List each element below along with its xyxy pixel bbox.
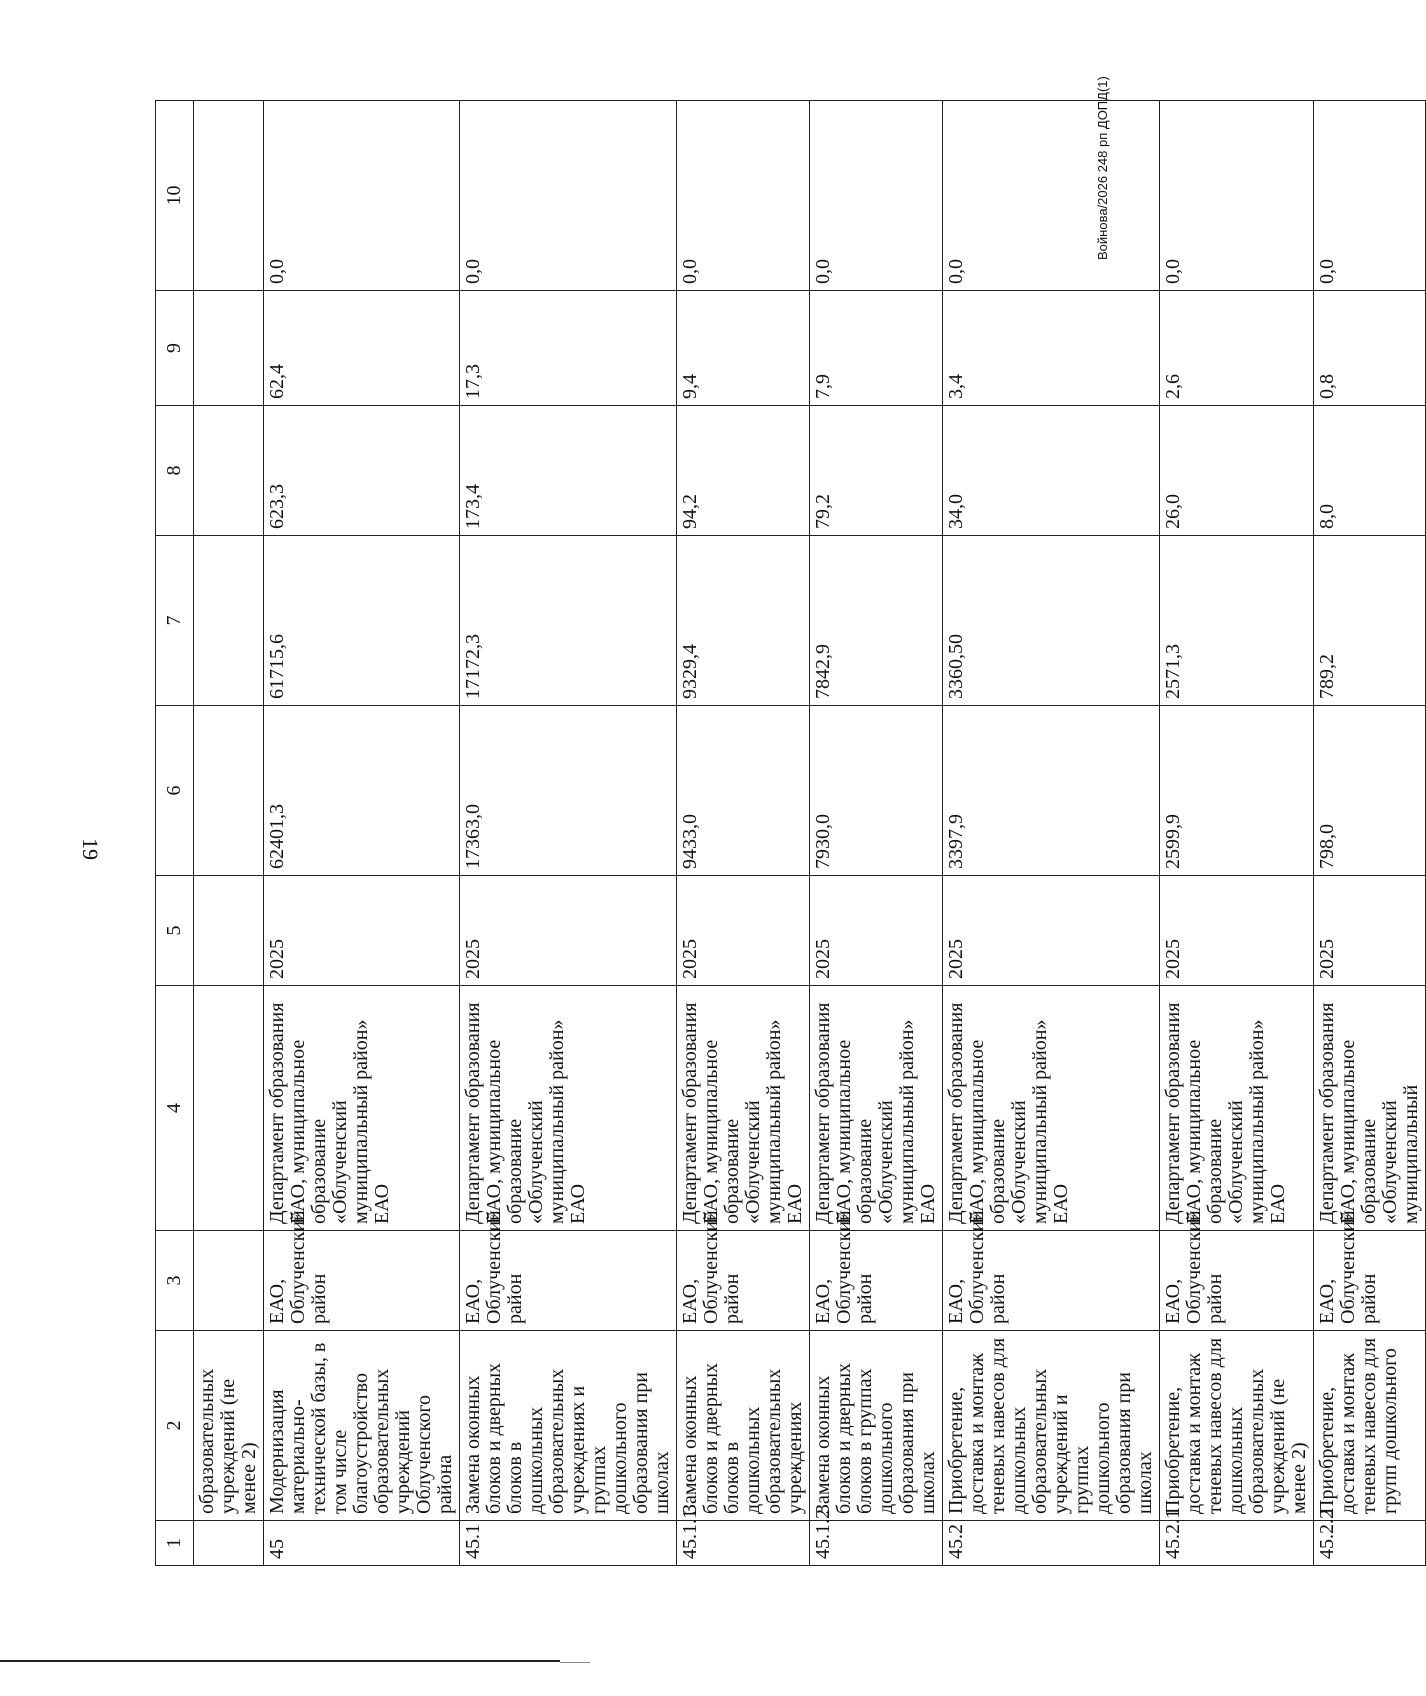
cell-place: ЕАО, Облученский район [943, 1231, 1160, 1331]
cell-year: 2025 [264, 876, 460, 986]
header-cell: 9 [156, 291, 194, 406]
cell-c7: 17172,3 [460, 536, 677, 706]
cell-year [194, 876, 264, 986]
cell-c9: 17,3 [460, 291, 677, 406]
cell-c10: 0,0 [264, 101, 460, 291]
cell-c6: 7930,0 [810, 706, 943, 876]
cell-name: Замена оконных блоков и дверных блоков в группах дошкольного образования при школах [810, 1331, 943, 1521]
cell-c7: 9329,4 [677, 536, 810, 706]
divider-line [560, 1662, 590, 1663]
cell-c6: 3397,9 [943, 706, 1160, 876]
table-row [810, 101, 943, 1566]
cell-name: образовательных учреждений (не менее 2) [194, 1331, 264, 1521]
cell-name: Приобретение, доставка и монтаж теневых навесов для дошкольных образовательных учреждений и группах дошкольного образования при школах [943, 1331, 1160, 1521]
cell-year: 2025 [810, 876, 943, 986]
cell-c8: 79,2 [810, 406, 943, 536]
cell-year: 2025 [460, 876, 677, 986]
cell-c6: 62401,3 [264, 706, 460, 876]
cell-executor [194, 986, 264, 1231]
table-row [1314, 101, 1426, 1566]
cell-name: Приобретение, доставка и монтаж теневых навесов для групп дошкольного [1314, 1331, 1426, 1521]
cell-year: 2025 [677, 876, 810, 986]
cell-place: ЕАО, Облученский район [264, 1231, 460, 1331]
cell-c10: 0,0 [677, 101, 810, 291]
cell-name: Приобретение, доставка и монтаж теневых навесов для дошкольных образовательных учреждений (не менее 2) [1160, 1331, 1314, 1521]
cell-c10 [194, 101, 264, 291]
cell-c9: 7,9 [810, 291, 943, 406]
cell-c7: 2571,3 [1160, 536, 1314, 706]
cell-executor: Департамент образования ЕАО, муниципальное образование «Облученский муниципальный район» ЕАО [460, 986, 677, 1231]
cell-num [194, 1521, 264, 1566]
cell-c7 [194, 536, 264, 706]
cell-c9: 3,4 [943, 291, 1160, 406]
cell-place: ЕАО, Облученский район [1314, 1231, 1426, 1331]
cell-c6: 798,0 [1314, 706, 1426, 876]
cell-num: 45.1.1 [677, 1521, 810, 1566]
data-table [155, 100, 1426, 1566]
header-cell: 3 [156, 1231, 194, 1331]
cell-c8: 623,3 [264, 406, 460, 536]
cell-place: ЕАО, Облученский район [677, 1231, 810, 1331]
cell-c9: 9,4 [677, 291, 810, 406]
cell-c9: 62,4 [264, 291, 460, 406]
cell-num: 45.2.1 [1160, 1521, 1314, 1566]
header-cell: 5 [156, 876, 194, 986]
header-cell: 8 [156, 406, 194, 536]
cell-executor: Департамент образования ЕАО, муниципальное образование «Облученский муниципальный район» ЕАО [677, 986, 810, 1231]
cell-year: 2025 [1314, 876, 1426, 986]
table-row [943, 101, 1160, 1566]
cell-num: 45.2 [943, 1521, 1160, 1566]
table-row [460, 101, 677, 1566]
header-cell: 1 [156, 1521, 194, 1566]
cell-executor: Департамент образования ЕАО, муниципальное образование «Облученский муниципальный [1314, 986, 1426, 1231]
cell-executor: Департамент образования ЕАО, муниципальное образование «Облученский муниципальный район» ЕАО [810, 986, 943, 1231]
cell-place [194, 1231, 264, 1331]
document-code: Войнова/2026 248 рп ДОПД(1) [1095, 76, 1110, 260]
page-number: 19 [78, 838, 103, 860]
cell-c6: 2599,9 [1160, 706, 1314, 876]
cell-c8 [194, 406, 264, 536]
cell-num: 45.1 [460, 1521, 677, 1566]
header-row [156, 101, 194, 1566]
cell-c7: 3360,50 [943, 536, 1160, 706]
cell-c9 [194, 291, 264, 406]
header-cell: 2 [156, 1331, 194, 1521]
cell-executor: Департамент образования ЕАО, муниципальное образование «Облученский муниципальный район» ЕАО [1160, 986, 1314, 1231]
table-row [1160, 101, 1314, 1566]
cell-place: ЕАО, Облученский район [1160, 1231, 1314, 1331]
cell-c8: 34,0 [943, 406, 1160, 536]
cell-c10: 0,0 [460, 101, 677, 291]
header-cell: 7 [156, 536, 194, 706]
cell-c10: 0,0 [943, 101, 1160, 291]
cell-year: 2025 [1160, 876, 1314, 986]
cell-c9: 0,8 [1314, 291, 1426, 406]
cell-c6: 9433,0 [677, 706, 810, 876]
cell-c6 [194, 706, 264, 876]
cell-c8: 173,4 [460, 406, 677, 536]
cell-c8: 8,0 [1314, 406, 1426, 536]
cell-c6: 17363,0 [460, 706, 677, 876]
header-cell: 10 [156, 101, 194, 291]
cell-c7: 7842,9 [810, 536, 943, 706]
cell-name: Модернизация материально-технической базы, в том числе благоустройство образовательных учреждений Облученского района [264, 1331, 460, 1521]
cell-num: 45.2.2 [1314, 1521, 1426, 1566]
table-row [264, 101, 460, 1566]
cell-executor: Департамент образования ЕАО, муниципальное образование «Облученский муниципальный район» ЕАО [943, 986, 1160, 1231]
cell-c10: 0,0 [810, 101, 943, 291]
table-row [677, 101, 810, 1566]
cell-c7: 789,2 [1314, 536, 1426, 706]
cell-c10: 0,0 [1314, 101, 1426, 291]
table-row [194, 101, 264, 1566]
cell-place: ЕАО, Облученский район [460, 1231, 677, 1331]
cell-c9: 2,6 [1160, 291, 1314, 406]
cell-name: Замена оконных блоков и дверных блоков в дошкольных образовательных учреждениях и группах дошкольного образования при школах [460, 1331, 677, 1521]
cell-name: Замена оконных блоков и дверных блоков в дошкольных образовательных учреждениях [677, 1331, 810, 1521]
cell-place: ЕАО, Облученский район [810, 1231, 943, 1331]
cell-c8: 94,2 [677, 406, 810, 536]
cell-executor: Департамент образования ЕАО, муниципальное образование «Облученский муниципальный район» ЕАО [264, 986, 460, 1231]
cell-num: 45.1.2 [810, 1521, 943, 1566]
header-cell: 6 [156, 706, 194, 876]
divider-line [0, 1660, 560, 1662]
cell-c8: 26,0 [1160, 406, 1314, 536]
cell-c10: 0,0 [1160, 101, 1314, 291]
cell-num: 45 [264, 1521, 460, 1566]
cell-year: 2025 [943, 876, 1160, 986]
cell-c7: 61715,6 [264, 536, 460, 706]
header-cell: 4 [156, 986, 194, 1231]
